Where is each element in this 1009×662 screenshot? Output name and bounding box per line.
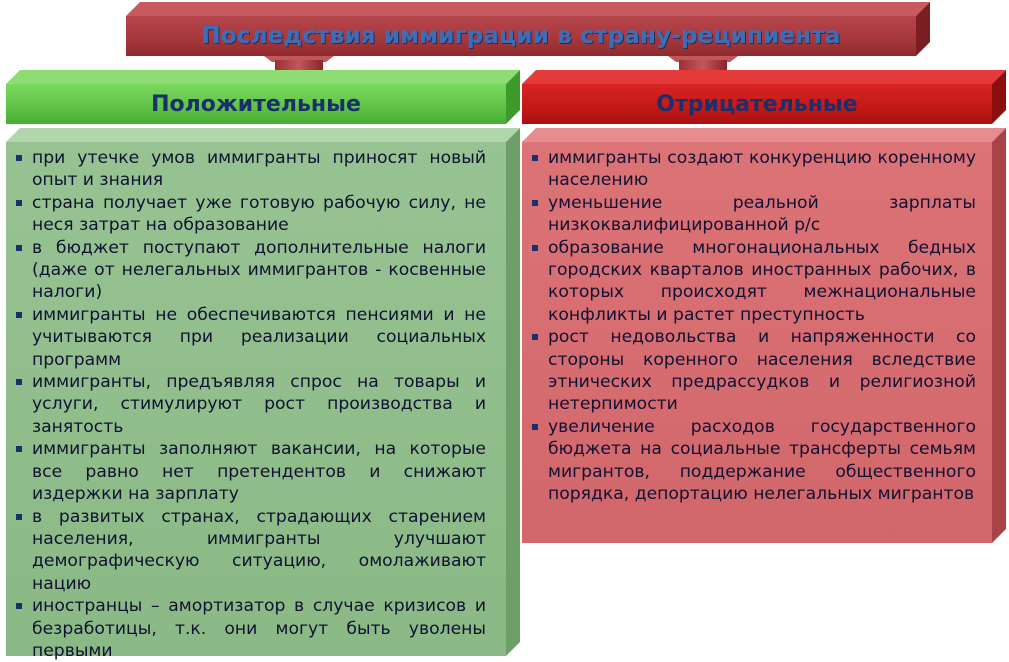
positive-item: иммигранты заполняют вакансии, на которые все равно нет претендентов и снижают издержки на зарплату: [14, 438, 486, 505]
positive-item: иммигранты, предъявляя спрос на товары и услуги, стимулируют рост производства и занятость: [14, 371, 486, 438]
positive-item: в развитых странах, страдающих старением населения, иммигранты улучшают демографическую ситуацию, омолаживают нацию: [14, 506, 486, 596]
title-block-top: [126, 2, 930, 16]
negative-item: увеличение расходов государственного бюджета на социальные трансферты семьям мигрантов, поддержание общественного порядка, депортацию нелегальных мигрантов: [530, 416, 976, 506]
negative-header-title: Отрицательные: [656, 91, 858, 117]
positive-item: иностранцы – амортизатор в случае кризисов и безработицы, т.к. они могут быть уволены первыми: [14, 595, 486, 662]
positive-panel-top: [6, 128, 520, 142]
positive-item: при утечке умов иммигранты приносят новый опыт и знания: [14, 147, 486, 192]
negative-panel-top: [522, 128, 1006, 142]
positive-header-title: Положительные: [151, 91, 361, 117]
negative-item: уменьшение реальной зарплаты низкоквалифицированной р/с: [530, 192, 976, 237]
negative-list: [530, 147, 976, 506]
negative-panel-side: [992, 128, 1006, 543]
negative-item: рост недовольства и напряженности со стороны коренного населения вследствие этнических предрассудков и религиозной нетерпимости: [530, 326, 976, 416]
positive-panel-side: [506, 128, 520, 656]
diagram-title: Последствия иммиграции в страну-реципиента: [201, 23, 841, 49]
positive-item: иммигранты не обеспечиваются пенсиями и не учитываются при реализации социальных программ: [14, 304, 486, 371]
negative-item: иммигранты создают конкуренцию коренному населению: [530, 147, 976, 192]
positive-item: страна получает уже готовую рабочую силу, не неся затрат на образование: [14, 192, 486, 237]
positive-list: [14, 147, 486, 662]
positive-header-top: [6, 70, 520, 84]
positive-item: в бюджет поступают дополнительные налоги (даже от нелегальных иммигрантов - косвенные налоги): [14, 237, 486, 304]
negative-item: образование многонациональных бедных городских кварталов иностранных рабочих, в которых происходят межнациональные конфликты и растет преступность: [530, 237, 976, 327]
negative-header-top: [522, 70, 1006, 84]
